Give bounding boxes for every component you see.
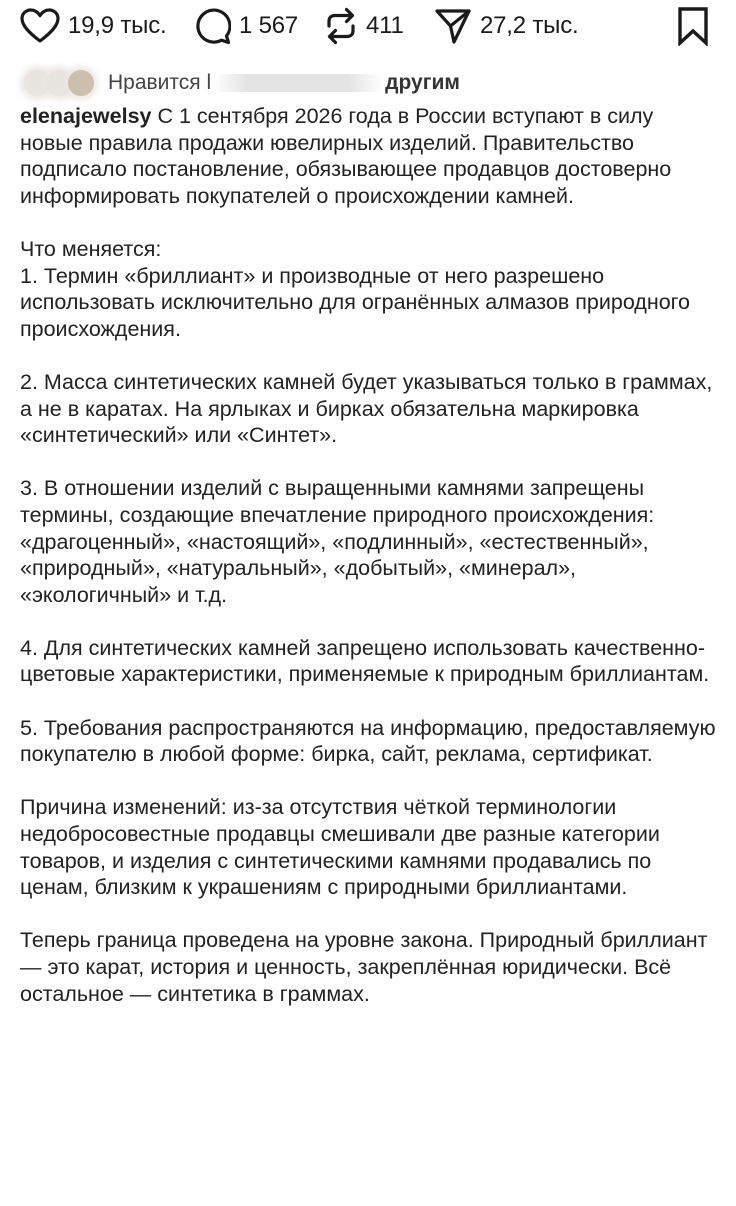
liked-by-others: другим: [385, 71, 460, 94]
repost-count: 411: [366, 12, 404, 39]
liked-by-prefix: Нравится l: [108, 71, 212, 94]
bookmark-icon: [676, 6, 710, 46]
caption-point-5: 5. Требования распространяются на информацию, предоставляемую покупателю в любой форме: бирка, сайт, реклама, сертификат.: [20, 715, 716, 767]
like-count: 19,9 тыс.: [68, 12, 167, 39]
share-count: 27,2 тыс.: [480, 12, 579, 39]
comment-button[interactable]: [193, 4, 298, 48]
like-button[interactable]: [20, 4, 167, 48]
caption-point-2: 2. Масса синтетических камней будет указываться только в граммах, а не в каратах. На ярлыках и бирках обязательна маркировка «синтетический» или «Синтет».: [20, 369, 713, 448]
caption-point-1: 1. Термин «бриллиант» и производные от него разрешено использовать исключительно для огранённых алмазов природного происхождения.: [20, 263, 691, 341]
caption-intro-text: С 1 сентября 2026 года в России вступают в силу новые правила продажи ювелирных изделий. Правительство подписало постановление, обязывающее продавцов достоверно информировать покупателей о происхождении камней.: [20, 104, 672, 208]
send-icon: [434, 7, 472, 45]
avatar: [68, 70, 94, 96]
post-actions-bar: [0, 0, 736, 52]
changes-heading: Что меняется:: [20, 236, 162, 261]
repost-icon: [324, 7, 358, 45]
caption-point-3: 3. В отношении изделий с выращенными камнями запрещены термины, создающие впечатление природного происхождения: «драгоценный», «настоящий», «подлинный», «естественный», «природный», «натуральный», «добытый», «минерал», «экологичный» и т.д.: [20, 476, 655, 607]
comment-bubble-icon: [193, 7, 231, 45]
caption-conclusion: Теперь граница проведена на уровне закона. Природный бриллиант — это карат, история и ценность, закреплённая юридически. Всё остальное — синтетика в граммах.: [20, 928, 708, 1006]
share-button[interactable]: [434, 4, 579, 48]
caption-username[interactable]: elenajewelsy: [20, 104, 152, 128]
liker-avatars: [20, 68, 108, 98]
heart-icon: [20, 8, 60, 44]
caption-reason: Причина изменений: из-за отсутствия чёткой терминологии недобросовестные продавцы смешивали две разные категории товаров, и изделия с синтетическими камнями продавались по ценам, близким к украшениям с природными бриллиантами.: [20, 795, 660, 900]
save-button[interactable]: [676, 4, 710, 48]
liked-by-row[interactable]: [20, 66, 460, 100]
post-caption: [20, 103, 716, 1007]
caption-point-4: 4. Для синтетических камней запрещено использовать качественно-цветовые характеристики, применяемые к природным бриллиантам.: [20, 635, 710, 687]
comment-count: 1 567: [239, 12, 299, 39]
blurred-username: [213, 74, 383, 92]
repost-button[interactable]: [324, 4, 404, 48]
caption-intro: [20, 103, 716, 209]
